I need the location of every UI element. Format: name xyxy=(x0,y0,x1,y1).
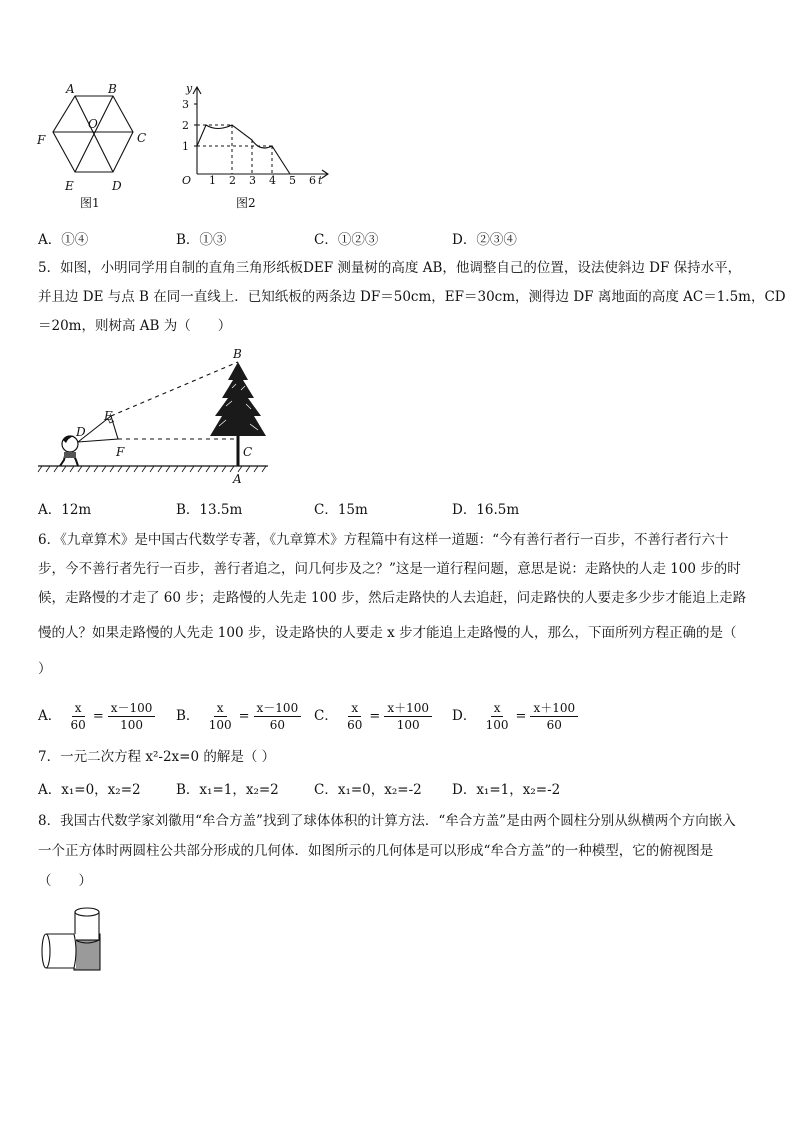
q5-option-b[interactable]: B．13.5m xyxy=(176,502,243,518)
hexagon-figure xyxy=(30,80,160,212)
q6-option-c[interactable]: C． $\frac{x}{60}$ = $\frac{x+100}{100}$ xyxy=(314,700,434,733)
q4-option-c[interactable]: C．①②③ xyxy=(314,232,379,248)
graph-y-label: y xyxy=(186,82,193,95)
q6-option-d-label: D． xyxy=(452,708,477,724)
graph-y-tick: 1 xyxy=(182,140,189,153)
q6-a-right-fraction: $\frac{x-100}{100}$ xyxy=(108,700,156,733)
q6-option-b-label: B． xyxy=(176,708,200,724)
hex-label-d: D xyxy=(112,179,122,193)
hex-label-b: B xyxy=(108,82,117,96)
hex-label-c: C xyxy=(137,131,147,145)
q6-c-left-fraction: $\frac{x}{60}$ xyxy=(347,701,363,732)
q6-d-right-fraction: $\frac{x+100}{60}$ xyxy=(530,700,578,733)
q7-option-c[interactable]: C．x₁=0，x₂=-2 xyxy=(314,782,422,798)
graph-x-tick: 5 xyxy=(289,174,296,187)
q6-option-d[interactable]: D． $\frac{x}{100}$ = $\frac{x+100}{60}$ xyxy=(452,700,580,733)
q7-option-a[interactable]: A．x₁=0，x₂=2 xyxy=(38,782,141,798)
q6-option-a-label: A． xyxy=(38,708,62,724)
tree-label-b: B xyxy=(233,347,242,361)
q7-stem: 7．一元二次方程 x²-2x=0 的解是（ ） xyxy=(38,749,276,765)
q8-line-3: （ ） xyxy=(38,873,92,889)
tree-label-f: F xyxy=(116,445,125,459)
q4-option-a[interactable]: A．①④ xyxy=(38,232,89,248)
figure2-caption: 图2 xyxy=(236,196,256,210)
figure1-caption: 图1 xyxy=(80,196,100,210)
q5-option-a[interactable]: A．12m xyxy=(38,502,92,518)
q8-line-1: 8．我国古代数学家刘徽用“牟合方盖”找到了球体体积的计算方法．“牟合方盖”是由两个圆柱分别从纵横两个方向嵌入 xyxy=(38,813,736,829)
cylinder-cube-figure xyxy=(38,900,108,976)
q7-option-d[interactable]: D．x₁=1，x₂=-2 xyxy=(452,782,561,798)
hex-label-o: O xyxy=(88,117,98,131)
q6-option-a[interactable]: A． $\frac{x}{60}$ = $\frac{x-100}{100}$ xyxy=(38,700,157,733)
q8-stem xyxy=(38,806,768,896)
q6-line-1: 6．《九章算术》是中国古代数学专著，《九章算术》方程篇中有这样一道题：“今有善行者行一百步，不善行者行六十 xyxy=(38,532,729,548)
graph-x-tick: 4 xyxy=(269,174,276,187)
q5-line-1: 5．如图，小明同学用自制的直角三角形纸板DEF 测量树的高度 AB，他调整自己的位置，设法使斜边 DF 保持水平， xyxy=(38,260,742,276)
q4-option-d[interactable]: D．②③④ xyxy=(452,232,517,248)
tree-label-d: D xyxy=(76,425,86,439)
graph-x-tick: 2 xyxy=(229,174,236,187)
hex-label-f: F xyxy=(37,133,46,147)
q7-option-b[interactable]: B．x₁=1，x₂=2 xyxy=(176,782,279,798)
q6-option-c-label: C． xyxy=(314,708,338,724)
q6-b-right-fraction: $\frac{x-100}{60}$ xyxy=(254,700,302,733)
graph-x-tick: 3 xyxy=(249,174,256,187)
q6-c-right-fraction: $\frac{x+100}{100}$ xyxy=(384,700,432,733)
tree-label-c: C xyxy=(243,445,253,459)
graph-x-tick: 1 xyxy=(209,174,216,187)
q6-b-left-fraction: $\frac{x}{100}$ xyxy=(208,701,232,732)
q6-line-3: 候，走路慢的才走了 60 步；走路慢的人先走 100 步，然后走路快的人去追赶，问走路快的人要走多少步才能追上走路 xyxy=(38,590,747,606)
graph-y-tick: 2 xyxy=(182,119,189,132)
q6-line-2: 步，今不善行者先行一百步，善行者追之，问几何步及之？”这是一道行程问题，意思是说：走路快的人走 100 步的时 xyxy=(38,561,741,577)
tree-label-a: A xyxy=(233,472,242,486)
q6-line-4: 慢的人？如果走路慢的人先走 100 步，设走路快的人要走 x 步才能追上走路慢的人，那么，下面所列方程正确的是（ xyxy=(38,625,737,641)
q6-d-left-fraction: $\frac{x}{100}$ xyxy=(485,701,509,732)
q5-option-c[interactable]: C．15m xyxy=(314,502,368,518)
graph-figure xyxy=(172,80,342,212)
graph-x-tick: 6 xyxy=(309,174,316,187)
q6-stem xyxy=(38,526,768,687)
graph-origin: O xyxy=(182,174,192,187)
q5-option-d[interactable]: D．16.5m xyxy=(452,502,520,518)
tree-label-e: E xyxy=(104,409,113,423)
q4-option-b[interactable]: B．①③ xyxy=(176,232,227,248)
hex-label-e: E xyxy=(65,179,74,193)
q8-line-2: 一个正方体时两圆柱公共部分形成的几何体．如图所示的几何体是可以形成“牟合方盖”的一种模型，它的俯视图是 xyxy=(38,843,714,859)
q6-line-5: ） xyxy=(38,661,52,677)
q5-line-2: 并且边 DE 与点 B 在同一直线上．已知纸板的两条边 DF＝50cm，EF＝30cm，测得边 DF 离地面的高度 AC＝1.5m，CD xyxy=(38,289,786,305)
q6-option-b[interactable]: B． $\frac{x}{100}$ = $\frac{x-100}{60}$ xyxy=(176,700,303,733)
tree-figure xyxy=(36,346,276,491)
q6-a-left-fraction: $\frac{x}{60}$ xyxy=(70,701,86,732)
q5-stem xyxy=(38,254,786,341)
graph-x-label: t xyxy=(318,174,323,187)
hex-label-a: A xyxy=(66,82,75,96)
graph-y-tick: 3 xyxy=(182,98,189,111)
q5-line-3: ＝20m，则树高 AB 为（ ） xyxy=(38,318,232,334)
